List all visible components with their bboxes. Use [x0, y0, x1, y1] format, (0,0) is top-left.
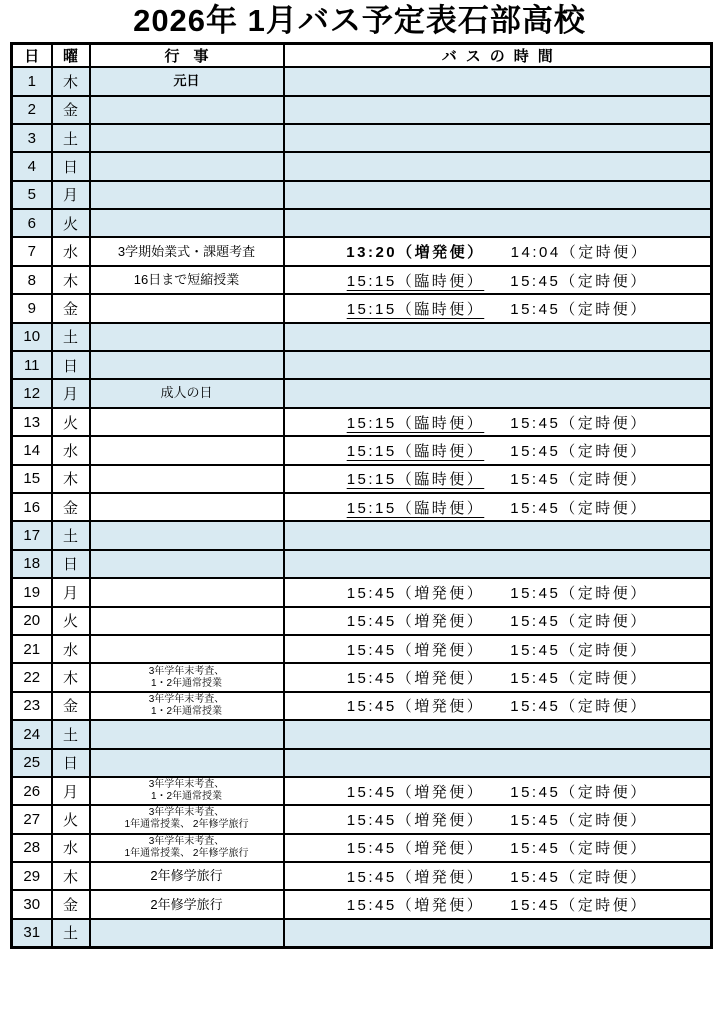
bus-times-cell [284, 351, 712, 379]
bus-times-cell [284, 436, 712, 464]
day-cell: 4 [12, 152, 52, 180]
event-cell [90, 379, 284, 407]
bus-time: 15:15（臨時便） [346, 272, 485, 290]
table-row [12, 124, 712, 152]
day-cell: 25 [12, 749, 52, 777]
table-row [12, 96, 712, 124]
table-row [12, 351, 712, 379]
bus-time: 15:45（増発便） [346, 840, 485, 858]
bus-time: 15:45（定時便） [510, 783, 648, 801]
bus-time: 15:45（定時便） [510, 897, 648, 915]
bus-times-cell [284, 465, 712, 493]
bus-times-cell [284, 635, 712, 663]
event-text: 2年修学旅行 [150, 868, 223, 884]
table-row [12, 805, 712, 833]
table-row [12, 323, 712, 351]
event-text: 1・2年通常授業 [150, 677, 223, 689]
weekday-cell: 土 [52, 521, 90, 549]
bus-time: 15:45（定時便） [510, 442, 648, 460]
weekday-cell: 金 [52, 294, 90, 322]
table-row [12, 777, 712, 805]
table-row [12, 521, 712, 549]
weekday-cell: 金 [52, 96, 90, 124]
event-cell [90, 266, 284, 294]
day-cell: 12 [12, 379, 52, 407]
table-row [12, 692, 712, 720]
day-cell: 29 [12, 862, 52, 890]
bus-time: 15:15（臨時便） [346, 414, 485, 432]
event-text: 3年学年末考査、 [148, 693, 225, 705]
weekday-cell: 水 [52, 237, 90, 265]
bus-time: 15:15（臨時便） [346, 442, 485, 460]
bus-time: 14:04（定時便） [510, 244, 649, 262]
col-header-weekday: 曜 [52, 43, 90, 67]
bus-times-cell [284, 607, 712, 635]
bus-time: 15:15（臨時便） [346, 499, 485, 517]
table-row [12, 578, 712, 606]
day-cell: 30 [12, 890, 52, 918]
event-cell [90, 635, 284, 663]
header-row [12, 43, 712, 67]
weekday-cell: 金 [52, 493, 90, 521]
weekday-cell: 金 [52, 890, 90, 918]
bus-time: 15:45（増発便） [346, 670, 485, 688]
event-cell [90, 408, 284, 436]
bus-times-cell [284, 749, 712, 777]
bus-time: 15:45（増発便） [346, 897, 485, 915]
event-cell [90, 152, 284, 180]
bus-time: 15:45（増発便） [346, 613, 485, 631]
bus-times-cell [284, 834, 712, 862]
event-cell [90, 919, 284, 947]
weekday-cell: 水 [52, 834, 90, 862]
table-row [12, 663, 712, 691]
event-cell [90, 862, 284, 890]
col-header-bus-time: バスの時間 [284, 43, 712, 67]
table-row [12, 550, 712, 578]
bus-time: 15:45（定時便） [510, 840, 648, 858]
bus-time: 15:45（増発便） [346, 641, 485, 659]
weekday-cell: 火 [52, 607, 90, 635]
day-cell: 1 [12, 67, 52, 95]
bus-times-cell [284, 663, 712, 691]
weekday-cell: 木 [52, 266, 90, 294]
table-row [12, 237, 712, 265]
col-header-event: 行事 [90, 43, 284, 67]
day-cell: 24 [12, 720, 52, 748]
day-cell: 15 [12, 465, 52, 493]
day-cell: 23 [12, 692, 52, 720]
event-text: 2年修学旅行 [150, 896, 223, 912]
bus-times-cell [284, 493, 712, 521]
bus-time: 15:45（定時便） [510, 811, 648, 829]
weekday-cell: 土 [52, 720, 90, 748]
day-cell: 17 [12, 521, 52, 549]
bus-times-cell [284, 408, 712, 436]
event-text: 1年通常授業、 2年修学旅行 [124, 847, 249, 859]
page-title: 2026年 1月バス予定表石部高校 [133, 3, 586, 38]
event-cell [90, 521, 284, 549]
day-cell: 21 [12, 635, 52, 663]
day-cell: 8 [12, 266, 52, 294]
bus-times-cell [284, 266, 712, 294]
event-cell [90, 890, 284, 918]
bus-times-cell [284, 720, 712, 748]
event-cell [90, 692, 284, 720]
bus-time: 15:45（定時便） [510, 613, 648, 631]
weekday-cell: 日 [52, 351, 90, 379]
weekday-cell: 火 [52, 209, 90, 237]
day-cell: 11 [12, 351, 52, 379]
event-cell [90, 323, 284, 351]
day-cell: 9 [12, 294, 52, 322]
weekday-cell: 土 [52, 919, 90, 947]
day-cell: 26 [12, 777, 52, 805]
event-cell [90, 607, 284, 635]
table-row [12, 890, 712, 918]
event-cell [90, 67, 284, 95]
event-cell [90, 578, 284, 606]
bus-time: 15:15（臨時便） [346, 300, 485, 318]
table-row [12, 862, 712, 890]
bus-times-cell [284, 294, 712, 322]
event-cell [90, 351, 284, 379]
day-cell: 10 [12, 323, 52, 351]
bus-time: 13:20（増発便） [346, 244, 485, 262]
bus-times-cell [284, 578, 712, 606]
event-text: 1年通常授業、 2年修学旅行 [124, 819, 249, 831]
weekday-cell: 月 [52, 379, 90, 407]
event-text: 元日 [173, 73, 200, 89]
day-cell: 3 [12, 124, 52, 152]
day-cell: 5 [12, 181, 52, 209]
day-cell: 7 [12, 237, 52, 265]
bus-times-cell [284, 67, 712, 95]
table-row [12, 834, 712, 862]
event-text: 成人の日 [160, 385, 213, 401]
bus-time: 15:45（定時便） [510, 300, 648, 318]
bus-times-cell [284, 181, 712, 209]
bus-time: 15:45（定時便） [510, 670, 648, 688]
event-text: 3年学年末考査、 [148, 807, 225, 819]
bus-time: 15:45（定時便） [510, 698, 648, 716]
bus-time: 15:45（増発便） [346, 811, 485, 829]
bus-times-cell [284, 237, 712, 265]
weekday-cell: 月 [52, 578, 90, 606]
bus-time: 15:45（定時便） [510, 499, 648, 517]
event-cell [90, 749, 284, 777]
weekday-cell: 日 [52, 152, 90, 180]
schedule-header [12, 43, 712, 67]
weekday-cell: 水 [52, 436, 90, 464]
weekday-cell: 土 [52, 323, 90, 351]
day-cell: 6 [12, 209, 52, 237]
event-cell [90, 237, 284, 265]
table-row [12, 152, 712, 180]
bus-time: 15:45（増発便） [346, 783, 485, 801]
weekday-cell: 金 [52, 692, 90, 720]
table-row [12, 379, 712, 407]
event-text: 1・2年通常授業 [150, 791, 223, 803]
day-cell: 19 [12, 578, 52, 606]
bus-time: 15:45（定時便） [510, 414, 648, 432]
bus-times-cell [284, 919, 712, 947]
weekday-cell: 火 [52, 805, 90, 833]
event-cell [90, 834, 284, 862]
table-row [12, 294, 712, 322]
bus-time: 15:45（定時便） [510, 584, 648, 602]
day-cell: 20 [12, 607, 52, 635]
weekday-cell: 水 [52, 635, 90, 663]
bus-time: 15:45（定時便） [510, 272, 648, 290]
bus-times-cell [284, 96, 712, 124]
weekday-cell: 木 [52, 862, 90, 890]
event-cell [90, 294, 284, 322]
bus-times-cell [284, 805, 712, 833]
table-row [12, 720, 712, 748]
weekday-cell: 土 [52, 124, 90, 152]
event-cell [90, 124, 284, 152]
schedule-body [12, 67, 712, 947]
table-row [12, 465, 712, 493]
bus-times-cell [284, 124, 712, 152]
event-cell [90, 777, 284, 805]
table-row [12, 408, 712, 436]
bus-times-cell [284, 521, 712, 549]
day-cell: 22 [12, 663, 52, 691]
bus-times-cell [284, 777, 712, 805]
event-text: 3学期始業式・課題考査 [117, 243, 256, 259]
table-row [12, 635, 712, 663]
day-cell: 2 [12, 96, 52, 124]
day-cell: 14 [12, 436, 52, 464]
day-cell: 28 [12, 834, 52, 862]
event-text: 3年学年末考査、 [148, 779, 225, 791]
event-text: 1・2年通常授業 [150, 705, 223, 717]
day-cell: 18 [12, 550, 52, 578]
day-cell: 13 [12, 408, 52, 436]
event-cell [90, 209, 284, 237]
event-cell [90, 181, 284, 209]
col-header-day: 日 [12, 43, 52, 67]
bus-times-cell [284, 152, 712, 180]
bus-time: 15:45（定時便） [510, 641, 648, 659]
event-cell [90, 96, 284, 124]
table-row [12, 749, 712, 777]
weekday-cell: 日 [52, 749, 90, 777]
event-text: 3年学年末考査、 [148, 665, 225, 677]
weekday-cell: 月 [52, 181, 90, 209]
bus-time: 15:15（臨時便） [346, 471, 485, 489]
weekday-cell: 月 [52, 777, 90, 805]
table-row [12, 493, 712, 521]
bus-time: 15:45（増発便） [346, 868, 485, 886]
bus-times-cell [284, 209, 712, 237]
table-row [12, 436, 712, 464]
table-row [12, 266, 712, 294]
bus-times-cell [284, 890, 712, 918]
event-cell [90, 465, 284, 493]
day-cell: 27 [12, 805, 52, 833]
bus-times-cell [284, 379, 712, 407]
table-row [12, 607, 712, 635]
table-row [12, 209, 712, 237]
event-cell [90, 720, 284, 748]
table-row [12, 67, 712, 95]
weekday-cell: 木 [52, 465, 90, 493]
bus-schedule-table [10, 42, 713, 949]
weekday-cell: 日 [52, 550, 90, 578]
bus-times-cell [284, 323, 712, 351]
weekday-cell: 木 [52, 67, 90, 95]
bus-time: 15:45（定時便） [510, 471, 648, 489]
bus-times-cell [284, 550, 712, 578]
weekday-cell: 火 [52, 408, 90, 436]
event-text: 3年学年末考査、 [148, 835, 225, 847]
event-cell [90, 805, 284, 833]
weekday-cell: 木 [52, 663, 90, 691]
event-cell [90, 550, 284, 578]
day-cell: 16 [12, 493, 52, 521]
bus-time: 15:45（増発便） [346, 698, 485, 716]
event-cell [90, 436, 284, 464]
bus-times-cell [284, 692, 712, 720]
table-row [12, 919, 712, 947]
bus-time: 15:45（増発便） [346, 584, 485, 602]
bus-time: 15:45（定時便） [510, 868, 648, 886]
table-row [12, 181, 712, 209]
event-cell [90, 663, 284, 691]
event-cell [90, 493, 284, 521]
bus-times-cell [284, 862, 712, 890]
day-cell: 31 [12, 919, 52, 947]
event-text: 16日まで短縮授業 [133, 271, 240, 287]
